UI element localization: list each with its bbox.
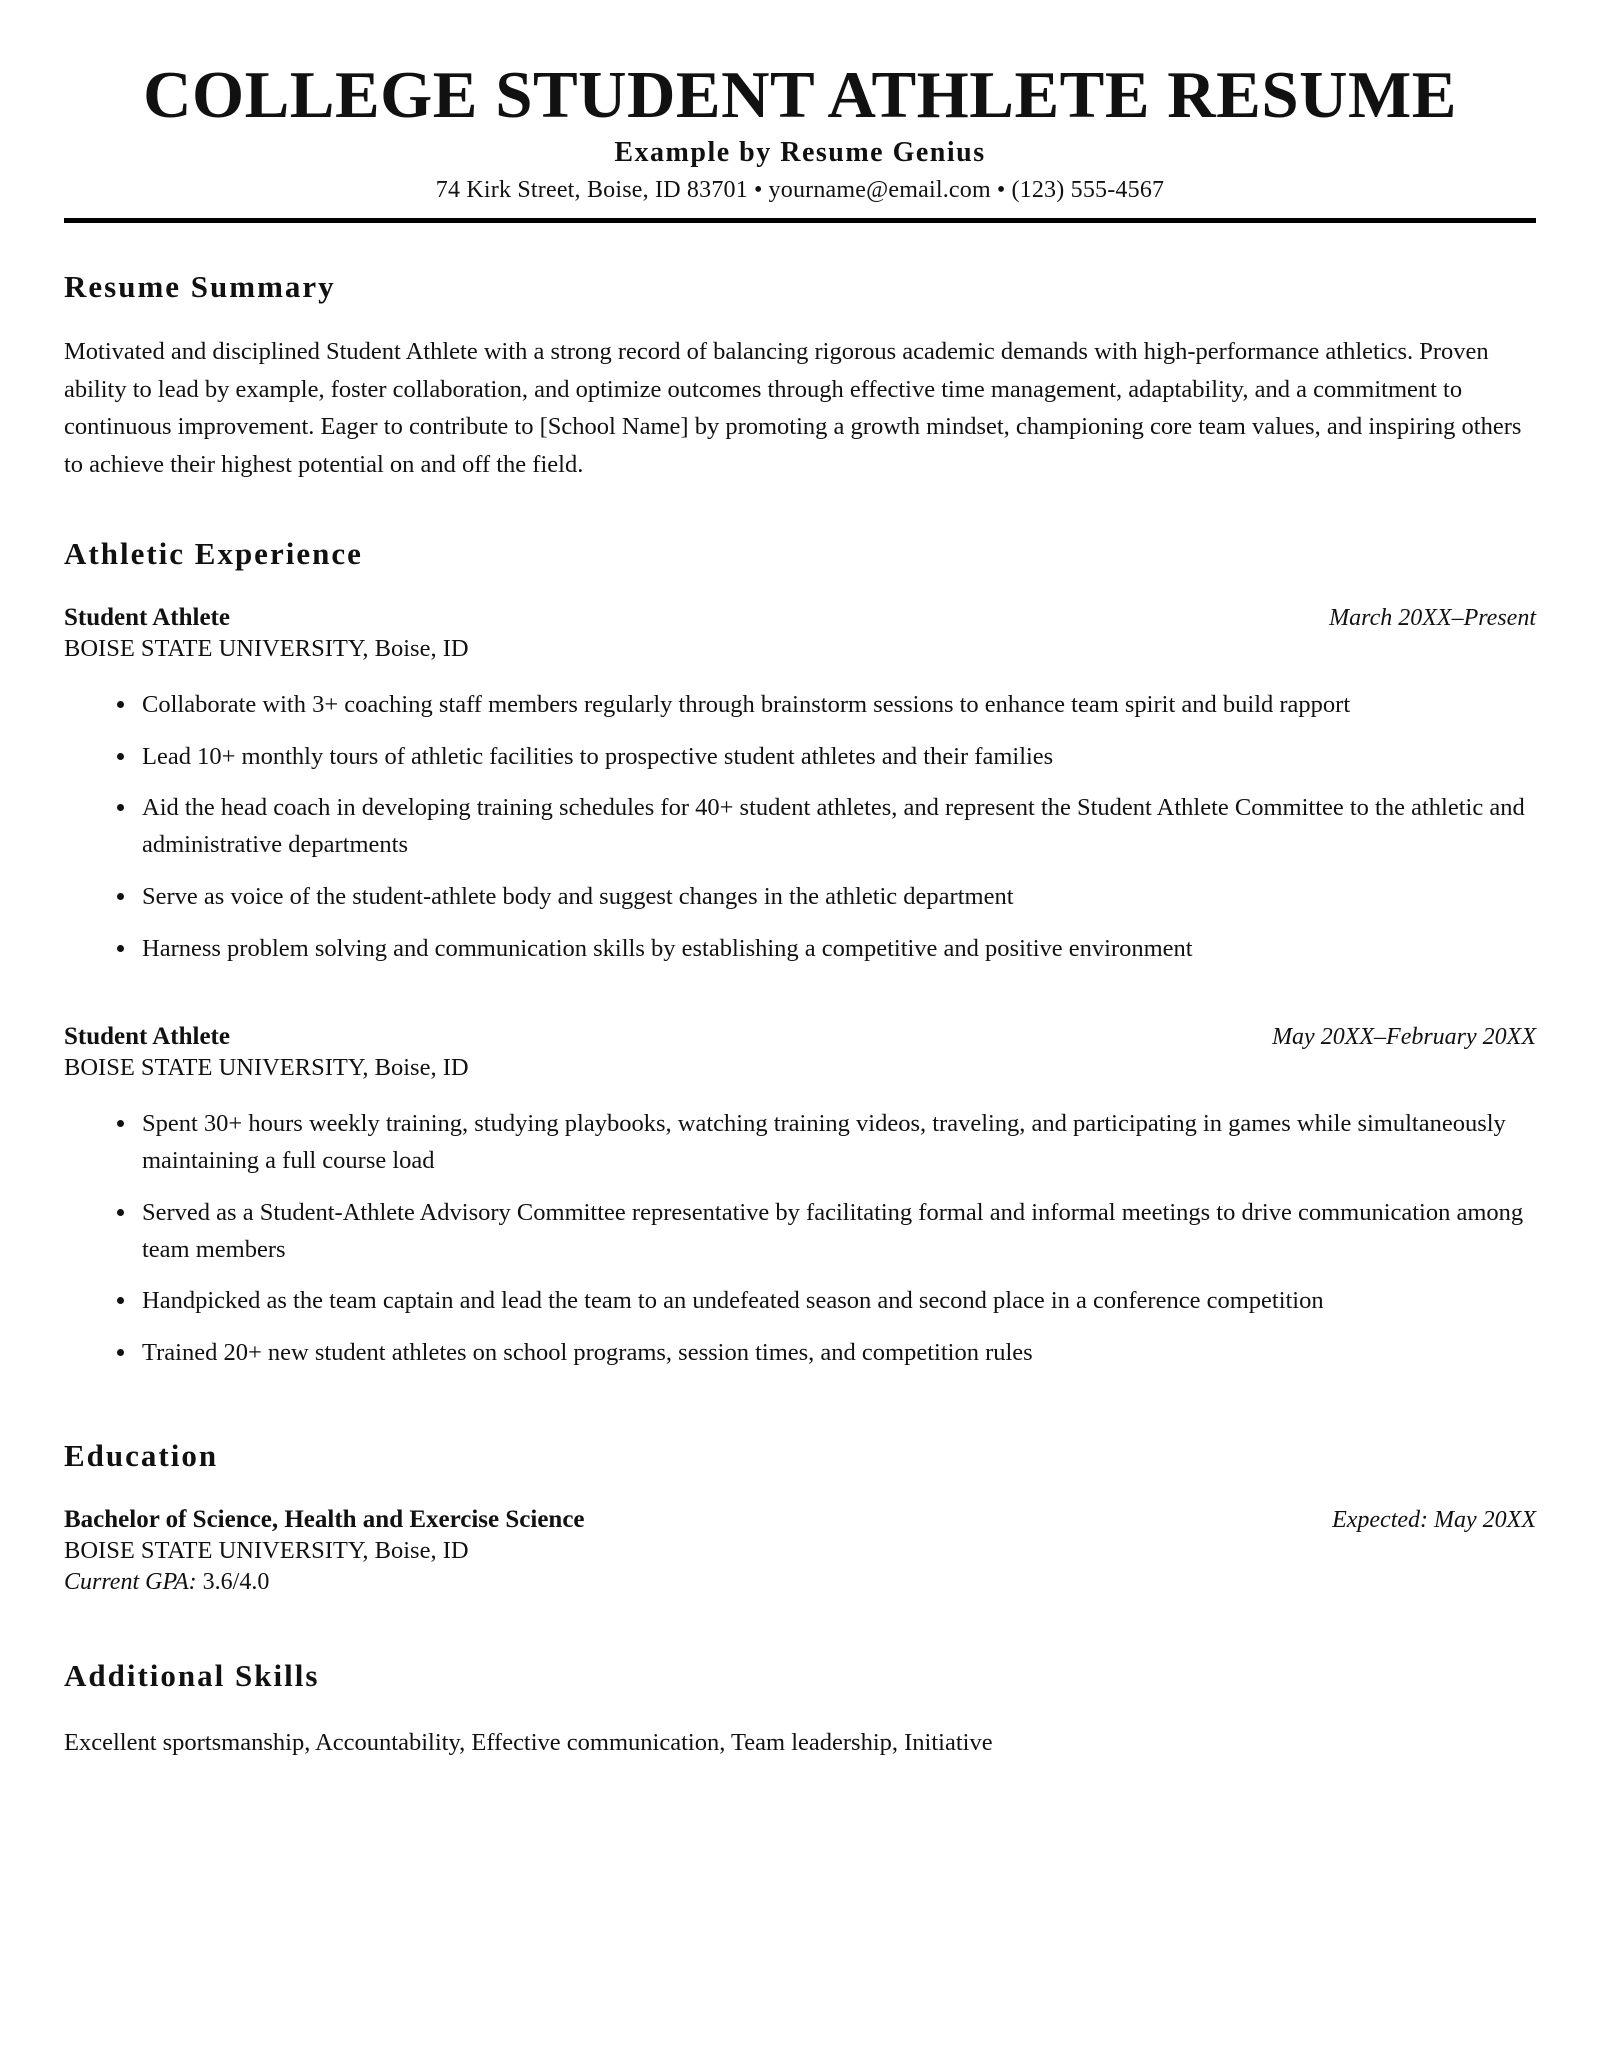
education-header-row: [64, 1506, 1536, 1534]
job-entry-2: [64, 1023, 1536, 1372]
job-organization: BOISE STATE UNIVERSITY, Boise, ID: [64, 1054, 469, 1082]
contact-separator: •: [996, 177, 1006, 204]
gpa-line: [64, 1569, 1536, 1596]
section-skills: [64, 1658, 1536, 1762]
job-bullet-list: [64, 687, 1536, 968]
contact-email: yourname@email.com: [768, 177, 991, 204]
section-summary: [64, 269, 1536, 484]
education-organization: BOISE STATE UNIVERSITY, Boise, ID: [64, 1536, 469, 1564]
section-experience: [64, 536, 1536, 1372]
bullet-item: • Serve as voice of the student-athlete body and suggest changes in the athletic department: [138, 879, 1536, 916]
summary-paragraph: Motivated and disciplined Student Athlete with a strong record of balancing rigorous academic demands with high-performance athletics. Proven ability to lead by example, foster collaboration, and optimize outcomes through effective time management, adaptability, and a commitment to continuous improvement. Eager to contribute to [School Name] by promoting a growth mindset, championing core team values, and inspiring others to achieve their highest potential on and off the field.: [64, 338, 1522, 479]
section-heading-summary: Resume Summary: [64, 269, 336, 305]
bullet-item: • Spent 30+ hours weekly training, studying playbooks, watching training videos, traveling, and participating in games while simultaneously maintaining a full course load: [138, 1106, 1536, 1180]
job-dates: March 20XX–Present: [1329, 604, 1536, 631]
section-heading-experience: Athletic Experience: [64, 535, 363, 571]
bullet-item: • Lead 10+ monthly tours of athletic facilities to prospective student athletes and their families: [138, 739, 1536, 776]
job-bullet-list: [64, 1106, 1536, 1372]
job-organization: BOISE STATE UNIVERSITY, Boise, ID: [64, 634, 469, 662]
bullet-item: • Served as a Student-Athlete Advisory Committee representative by facilitating formal and informal meetings to drive communication among team members: [138, 1195, 1536, 1269]
header-divider: [64, 218, 1536, 223]
education-entry: [64, 1506, 1536, 1596]
contact-phone: (123) 555-4567: [1011, 177, 1165, 204]
skills-paragraph: Excellent sportsmanship, Accountability, Effective communication, Team leadership, Initiative: [64, 1728, 993, 1756]
page-title: COLLEGE STUDENT ATHLETE RESUME: [143, 58, 1457, 132]
job-title: Student Athlete: [64, 603, 230, 631]
section-heading-education: Education: [64, 1437, 219, 1473]
bullet-item: • Harness problem solving and communication skills by establishing a competitive and positive environment: [138, 931, 1536, 968]
job-entry-1: [64, 604, 1536, 968]
section-education: [64, 1438, 1536, 1596]
bullet-item: • Aid the head coach in developing training schedules for 40+ student athletes, and represent the Student Athlete Committee to the athletic and administrative departments: [138, 790, 1536, 864]
degree-title: Bachelor of Science, Health and Exercise Science: [64, 1505, 585, 1533]
bullet-item: • Handpicked as the team captain and lead the team to an undefeated season and second place in a conference competition: [138, 1283, 1536, 1320]
page-subtitle: Example by Resume Genius: [614, 137, 986, 169]
contact-address: 74 Kirk Street, Boise, ID 83701: [435, 177, 748, 204]
job-dates: May 20XX–February 20XX: [1272, 1024, 1536, 1051]
job-header-row: [64, 1023, 1536, 1051]
education-dates: Expected: May 20XX: [1332, 1506, 1536, 1533]
bullet-item: • Trained 20+ new student athletes on school programs, session times, and competition rules: [138, 1335, 1536, 1372]
bullet-item: • Collaborate with 3+ coaching staff members regularly through brainstorm sessions to enhance team spirit and build rapport: [138, 687, 1536, 724]
contact-separator: •: [753, 177, 763, 204]
job-title: Student Athlete: [64, 1023, 230, 1051]
gpa-label: Current GPA:: [64, 1568, 197, 1595]
section-heading-skills: Additional Skills: [64, 1657, 320, 1693]
job-header-row: [64, 604, 1536, 632]
resume-header: [64, 58, 1536, 223]
gpa-value: 3.6/4.0: [202, 1568, 270, 1595]
contact-line: [64, 177, 1536, 204]
